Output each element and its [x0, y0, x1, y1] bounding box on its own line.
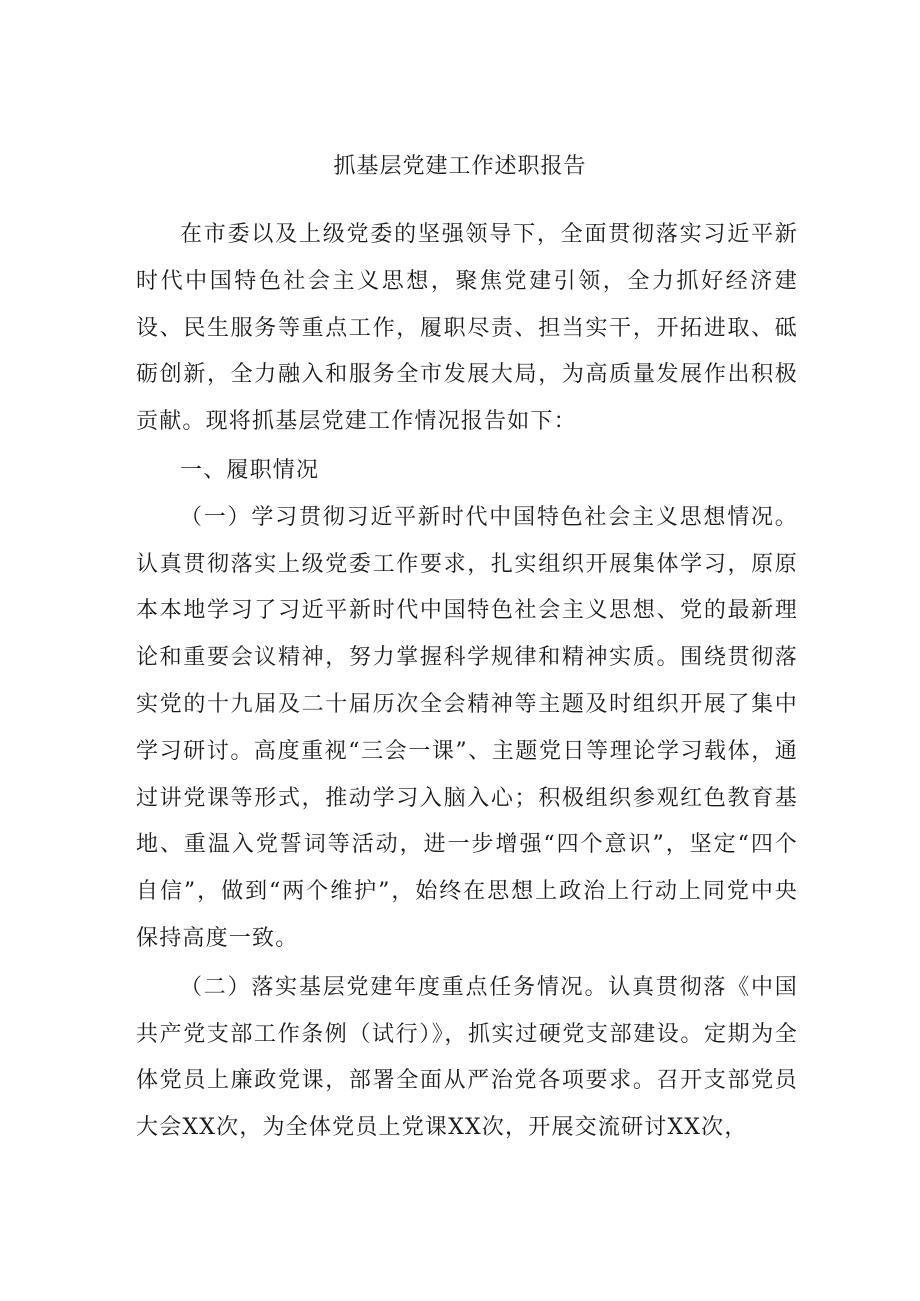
paragraph-1: （一）学习贯彻习近平新时代中国特色社会主义思想情况。认真贯彻落实上级党委工作要求，扎实组织开展集体学习，原原本本地学习了习近平新时代中国特色社会主义思想、党的最新理论和重要会议精神，努力掌握科学规律和精神实质。围绕贯彻落实党的十九届及二十届历次全会精神等主题及时组织开展了集中学习研讨。高度重视“三会一课”、主题党日等理论学习载体，通过讲党课等形式，推动学习入脑入心；积极组织参观红色教育基地、重温入党誓词等活动，进一步增强“四个意识”，坚定“四个自信”，做到“两个维护”，始终在思想上政治上行动上同党中央保持高度一致。 [136, 504, 798, 951]
intro-paragraph: 在市委以及上级党委的坚强领导下，全面贯彻落实习近平新时代中国特色社会主义思想，聚焦党建引领，全力抓好经济建设、民生服务等重点工作，履职尽责、担当实干，开拓进取、砥砺创新，全力融入和服务全市发展大局，为高质量发展作出积极贡献。现将抓基层党建工作情况报告如下： [136, 222, 798, 435]
section-heading: 一、履职情况 [180, 457, 320, 483]
document-body [136, 212, 798, 1154]
document-title: 抓基层党建工作述职报告 [333, 154, 587, 179]
paragraph-2: （二）落实基层党建年度重点任务情况。认真贯彻落《中国共产党支部工作条例（试行）》，抓实过硬党支部建设。定期为全体党员上廉政党课，部署全面从严治党各项要求。召开支部党员大会XX次，为全体党员上党课XX次，开展交流研讨XX次， [136, 974, 798, 1141]
